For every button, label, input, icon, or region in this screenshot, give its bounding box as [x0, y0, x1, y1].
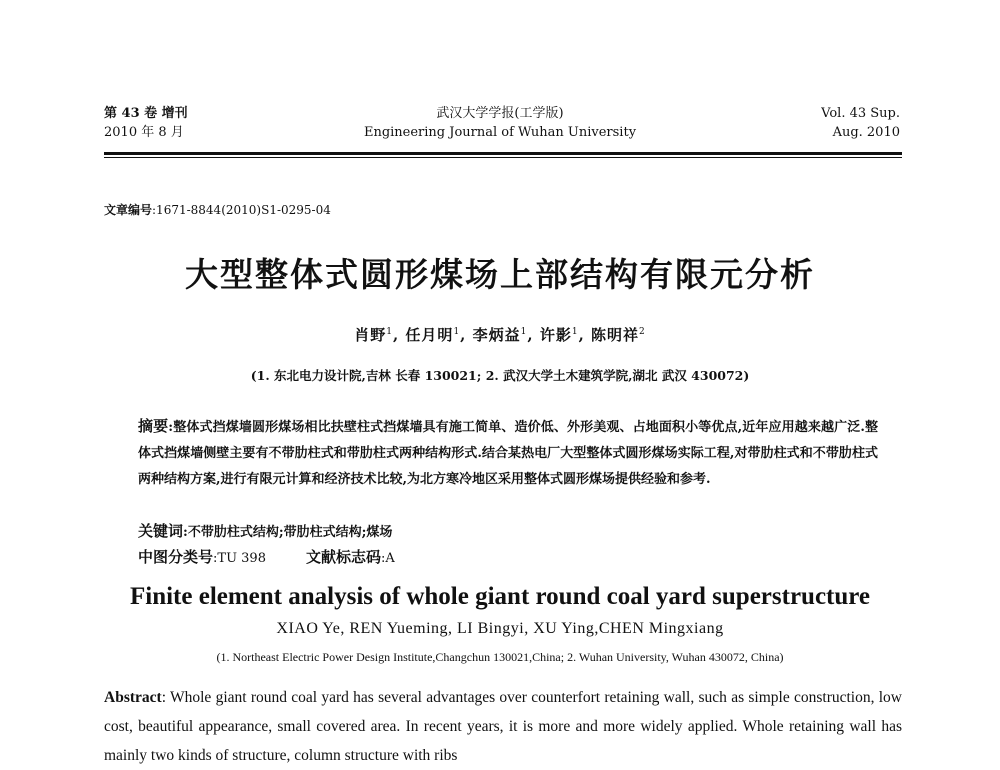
- journal-title-cn: 武汉大学学报(工学版): [436, 106, 564, 121]
- author-name: 肖野: [354, 326, 387, 344]
- author-separator: ,: [578, 326, 592, 344]
- keywords-cn: [138, 520, 392, 541]
- doc-code-label: 文献标志码: [305, 548, 381, 566]
- header-rule-thick: [104, 152, 902, 155]
- abstract-cn-text: :整体式挡煤墙圆形煤场相比扶壁柱式挡煤墙具有施工简单、造价低、外形美观、占地面积小等优点,近年应用越来越广泛.整体式挡煤墙侧壁主要有不带肋柱式和带肋柱式两种结构形式.结合某热电厂大型整体式圆形煤场实际工程,对带肋柱式和不带肋柱式两种结构方案,进行有限元计算和经济技术比较,为北方寒冷地区采用整体式圆形煤场提供经验和参考.: [138, 420, 878, 487]
- affiliations-cn: (1. 东北电力设计院,吉林 长春 130021; 2. 武汉大学土木建筑学院,湖北 武汉 430072): [250, 368, 750, 383]
- abstract-en-label: Abstract: [104, 689, 162, 706]
- author-separator: ,: [392, 326, 406, 344]
- keywords-cn-label: 关键词: [138, 522, 184, 540]
- article-number-label: 文章编号: [104, 203, 153, 217]
- clc-label: 中图分类号: [138, 548, 214, 566]
- author-name: 陈明祥: [591, 326, 640, 344]
- author-affil-mark: 1: [571, 327, 579, 337]
- date-en: Aug. 2010: [832, 125, 900, 140]
- author-name: 许影: [539, 326, 572, 344]
- abstract-cn: [138, 413, 878, 493]
- doc-code-value: :A: [380, 551, 395, 566]
- author-name: 李炳益: [472, 326, 521, 344]
- author-affil-mark: 1: [453, 327, 461, 337]
- author-separator: ,: [527, 326, 540, 344]
- keywords-cn-text: :不带肋柱式结构;带肋柱式结构;煤场: [183, 525, 393, 540]
- volume-en: Vol. 43 Sup.: [821, 106, 900, 121]
- author-affil-mark: 1: [520, 327, 528, 337]
- issue-date: 2010 年 8 月: [104, 125, 184, 140]
- paper-title-en: Finite element analysis of whole giant round coal yard superstructure: [129, 583, 871, 610]
- author-list-en: XIAO Ye, REN Yueming, LI Bingyi, XU Ying,CHEN Mingxiang: [276, 620, 724, 637]
- author-list-cn: [0, 324, 1000, 345]
- abstract-cn-label: 摘要: [138, 417, 169, 435]
- article-number: [104, 201, 331, 218]
- journal-volume-info: [821, 104, 900, 142]
- issue-volume: 第 43 卷 增刊: [104, 106, 188, 121]
- author-name: 任月明: [405, 326, 454, 344]
- author-affil-mark: 2: [639, 327, 646, 337]
- classification-line: [138, 546, 395, 567]
- abstract-en-text: : Whole giant round coal yard has several advantages over counterfort retaining wall, such as simple construction, low cost, beautiful appearance, small covered area. In recent years, it is more and more widely applied. Whole retaining wall has mainly two kinds of structure, column structure with ribs: [104, 689, 902, 764]
- author-separator: ,: [460, 326, 473, 344]
- article-number-value: :1671-8844(2010)S1-0295-04: [152, 203, 331, 217]
- header-rule-thin: [104, 157, 902, 158]
- abstract-en: [104, 683, 902, 770]
- paper-title-cn: 大型整体式圆形煤场上部结构有限元分析: [185, 255, 815, 294]
- affiliations-en: (1. Northeast Electric Power Design Institute,Changchun 130021,China; 2. Wuhan University, Wuhan 430072, China): [216, 650, 784, 664]
- journal-title-en: Engineering Journal of Wuhan University: [363, 125, 637, 140]
- clc-value: :TU 398: [213, 551, 266, 566]
- author-affil-mark: 1: [386, 327, 393, 337]
